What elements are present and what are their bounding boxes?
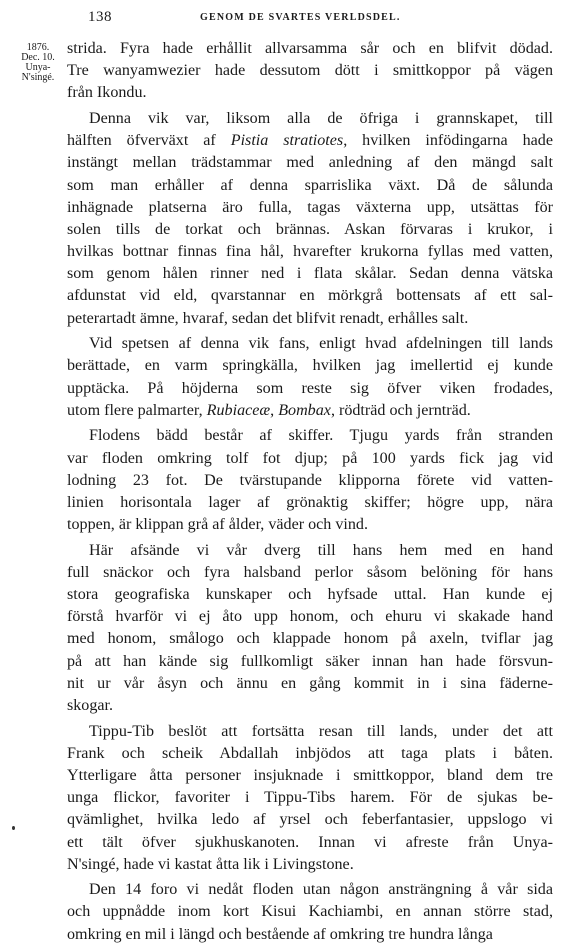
text-line: som man erhåller af denna sparrislika växt. Då de sålunda xyxy=(67,176,553,194)
text-line: solen tills de torkat och brännas. Askan förvaras i krukor, i xyxy=(67,220,553,238)
paragraph xyxy=(67,721,553,876)
text-line: var floden omkring tolf fot djup; på 100 yards fick jag vid xyxy=(67,449,553,467)
text-line: Tippu-Tib beslöt att fortsätta resan till lands, under det att xyxy=(89,722,553,740)
text-line: inhägnade platserna äro fulla, tagas växterna upp, utsättas för xyxy=(67,198,553,216)
margin-note-place-line2: N'singé. xyxy=(21,72,55,83)
paragraph xyxy=(67,333,553,422)
text-line: unga flickor, favoriter i Tippu-Tibs harem. För de sjukas be- xyxy=(67,789,553,807)
text-line: instängt mellan trädstammar med anledning af den mängd salt xyxy=(67,154,553,172)
text-line: Här afsände vi vår dverg till hans hem med en hand xyxy=(89,541,553,559)
text-line: toppen, är klippan grå af ålder, väder och vind. xyxy=(67,516,368,534)
text-line: skogar. xyxy=(67,697,114,714)
paragraph xyxy=(67,425,553,536)
text-line: på att han kände sig fullkomligt säker innan han hade försvun- xyxy=(67,652,553,670)
text-line: Tre wanyamwezier hade dessutom dött i smittkoppor på vägen xyxy=(67,62,553,80)
text-line: Denna vik var, liksom alla de öfriga i grannskapet, till xyxy=(89,109,553,127)
text-line: linien horisontala lager af grönaktig skiffer; högre upp, nära xyxy=(67,493,553,511)
text-line: Flodens bädd består af skiffer. Tjugu yards från stranden xyxy=(89,427,553,445)
text-line: ett tält öfver sjukhuskanoten. Innan vi afreste från Unya- xyxy=(67,833,553,851)
text-line: som genom hålen rinner ned i flata skålar. Sedan denna vätska xyxy=(67,265,553,283)
margin-note-place-line1: Unya- xyxy=(25,62,51,73)
text-line: utom flere palmarter, Rubiaceæ, Bombax, rödträd och jernträd. xyxy=(67,401,471,419)
text-line: afdunstat vid eld, qvarstannar en mörkgrå bottensats af ett sal- xyxy=(67,287,553,305)
stray-ink-mark xyxy=(12,826,15,830)
text-line: stora geografiska kunskaper och hyfsade uttal. Han kunde ej xyxy=(67,586,553,604)
text-line: full snäckor och fyra halsband perlor såsom belöning för hans xyxy=(67,563,553,581)
text-line: berättade, en varm springkälla, hvilken jag imellertid ej kunde xyxy=(67,357,553,375)
margin-note-date: Dec. 10. xyxy=(21,52,55,63)
text-line: qvämlighet, hvilka ledo af yrsel och feberfantasier, uppslogo vi xyxy=(67,811,553,829)
text-line: omkring en mil i längd och bestående af omkring tre hundra långa xyxy=(67,925,493,943)
text-line: Ytterligare åtta personer insjuknade i smittkoppor, bland dem tre xyxy=(67,766,553,784)
text-line: Den 14 foro vi nedåt floden utan någon ansträngning å vår sida xyxy=(89,881,553,899)
running-title: GENOM DE SVARTES VERLDSDEL. xyxy=(200,12,401,23)
paragraph xyxy=(67,879,553,946)
text-line: från Ikondu. xyxy=(67,84,147,102)
text-line: hvilkas bottnar finnas fina hål, hvarefter krukorna fyllas med vatten, xyxy=(67,243,553,261)
paragraph xyxy=(67,108,553,330)
margin-note-year: 1876. xyxy=(26,42,50,53)
text-line: hälften öfverväxt af Pistia stratiotes, hvilken infödingarna hade xyxy=(67,132,553,150)
text-line: nit ur vår åsyn och ännu en gång kommit in i sina fäderne- xyxy=(67,674,553,692)
paragraph xyxy=(67,38,553,105)
text-line: upptäcka. På höjderna som reste sig öfver viken frodades, xyxy=(67,379,553,397)
body-text xyxy=(67,38,553,949)
text-line: strida. Fyra hade erhållit allvarsamma sår och en blifvit dödad. xyxy=(67,40,553,57)
text-line: och uppnådde inom kort Kisui Kachiambi, en annan större stad, xyxy=(67,903,553,921)
paragraph xyxy=(67,540,553,718)
page-number: 138 xyxy=(88,9,112,25)
text-line: Vid spetsen af denna vik fans, enligt hvad afdelningen till lands xyxy=(89,335,553,353)
text-line: N'singé, hade vi kastat åtta lik i Livingstone. xyxy=(67,855,354,873)
text-line: med honom, smålogo och klappade honom på axeln, tviflar jag xyxy=(67,630,553,648)
text-line: lodning 23 fot. De tvärstupande klipporna förete vid vatten- xyxy=(67,471,553,489)
page-header xyxy=(0,9,568,29)
margin-note xyxy=(10,43,66,83)
text-line: Frank och scheik Abdallah inbjödos att taga plats i båten. xyxy=(67,744,553,762)
text-line: peterartadt ämne, hvaraf, sedan det blifvit renadt, erhålles salt. xyxy=(67,309,469,327)
text-line: förstå hvarför vi ej åto upp honom, och ehuru vi skakade hand xyxy=(67,608,553,626)
